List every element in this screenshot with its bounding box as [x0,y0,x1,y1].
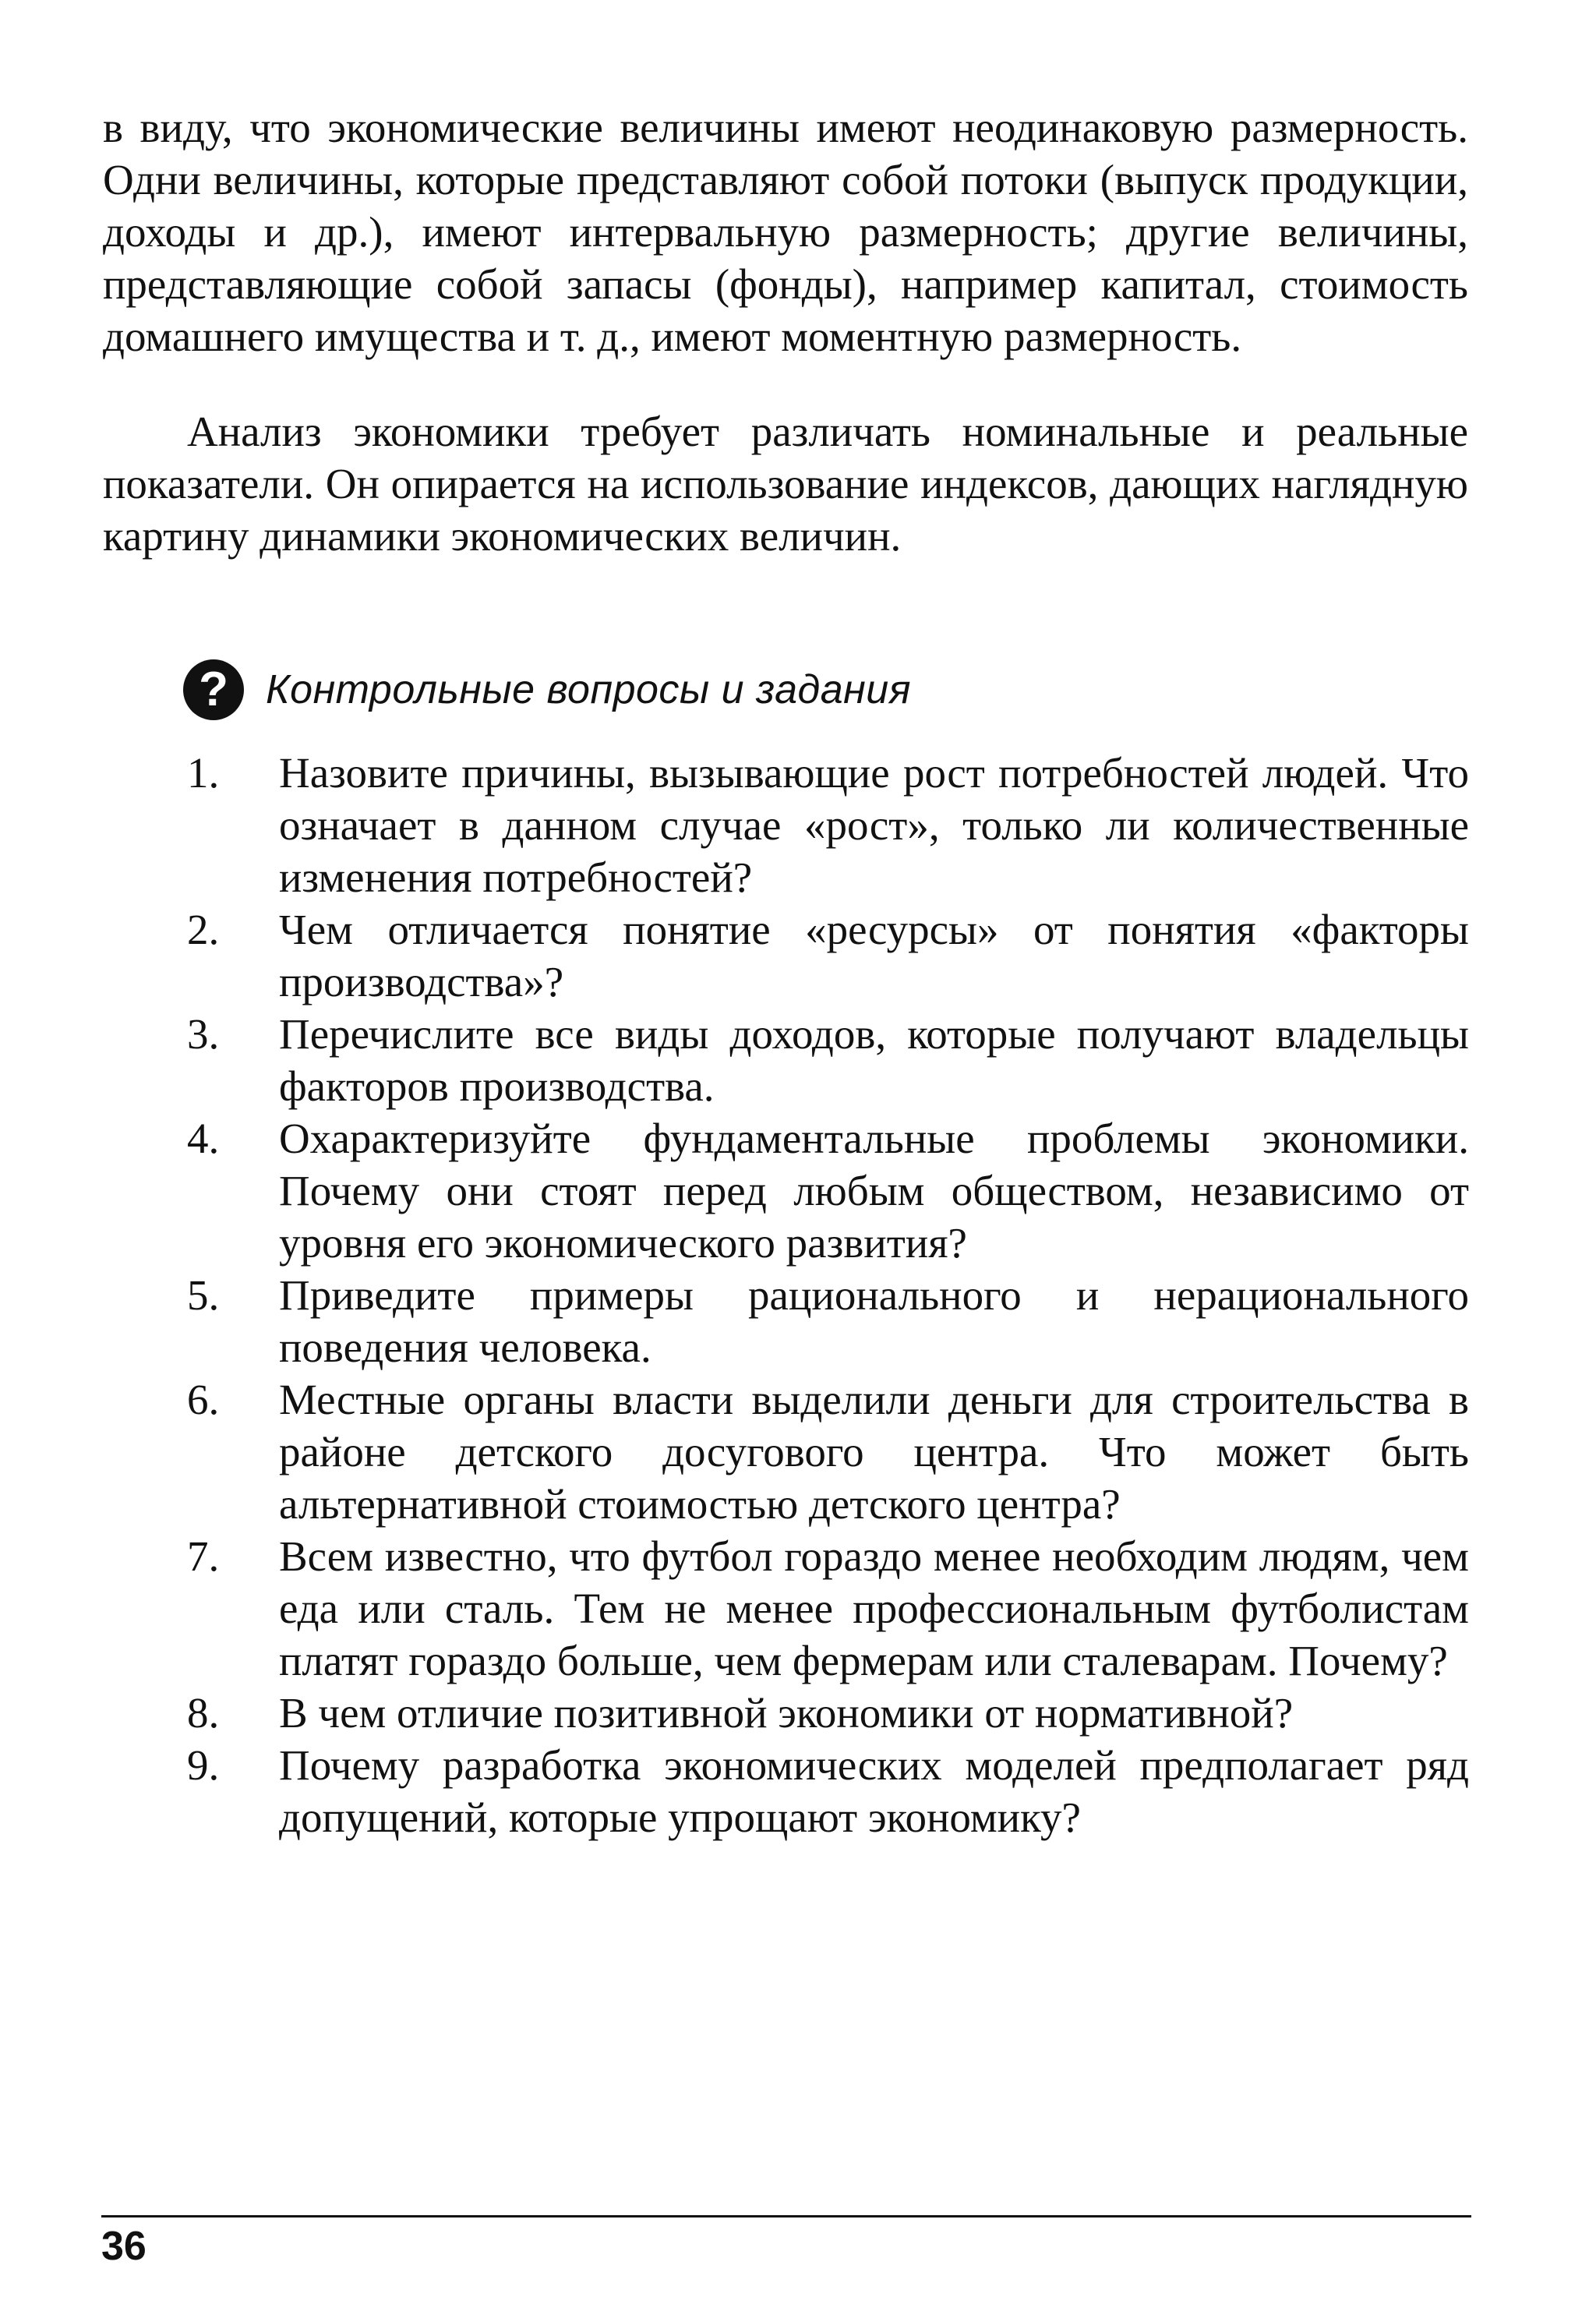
question-text: Приведите примеры рационального и нерационального поведения человека. [279,1271,1469,1371]
question-item [187,1269,1469,1373]
question-text: Всем известно, что футбол гораздо менее необходим людям, чем еда или сталь. Тем не менее профессиональным футболистам платят гораздо больше, чем фермерам или сталеварам. Почему? [279,1532,1469,1684]
question-number: 1. [187,749,220,797]
question-item [187,1687,1469,1739]
body-paragraph: в виду, что экономические величины имеют неодинаковую размерность. Одни величины, которые представляют собой потоки (выпуск продукции, доходы и др.), имеют интервальную размерность; другие величины, представляющие собой запасы (фонды), например капитал, стоимость домашнего имущества и т. д., имеют моментную размерность. [103,104,1468,360]
section-heading [183,659,911,721]
question-number: 3. [187,1010,220,1058]
question-item [187,1739,1469,1843]
question-text: Чем отличается понятие «ресурсы» от понятия «факторы производства»? [279,906,1469,1005]
question-item [187,903,1469,1008]
question-number: 5. [187,1271,220,1319]
body-paragraph: Анализ экономики требует различать номинальные и реальные показатели. Он опирается на использование индексов, дающих наглядную картину динамики экономических величин. [103,408,1468,560]
question-number: 2. [187,906,220,953]
question-item [187,1373,1469,1530]
question-item [187,1008,1469,1112]
question-text: Перечислите все виды доходов, которые получают владельцы факторов производства. [279,1010,1469,1110]
question-text: Охарактеризуйте фундаментальные проблемы экономики. Почему они стоят перед любым обществом, независимо от уровня его экономического развития? [279,1115,1469,1267]
question-number: 6. [187,1376,220,1423]
question-number: 4. [187,1115,220,1162]
questions-list [187,747,1469,1843]
question-number: 9. [187,1741,220,1789]
footer-divider [101,2215,1471,2217]
question-item [187,747,1469,903]
question-text: Назовите причины, вызывающие рост потребностей людей. Что означает в данном случае «рост», только ли количественные изменения потребностей? [279,749,1469,901]
question-text: Местные органы власти выделили деньги для строительства в районе детского досугового центра. Что может быть альтернативной стоимостью детского центра? [279,1376,1469,1528]
question-number: 7. [187,1532,220,1580]
question-item [187,1112,1469,1269]
question-text: Почему разработка экономических моделей предполагает ряд допущений, которые упрощают экономику? [279,1741,1469,1841]
question-text: В чем отличие позитивной экономики от нормативной? [279,1689,1294,1737]
page-number: 36 [101,2224,147,2269]
question-item [187,1530,1469,1687]
question-mark-icon: ? [183,659,244,720]
section-title: Контрольные вопросы и задания [266,667,911,712]
question-number: 8. [187,1689,220,1737]
